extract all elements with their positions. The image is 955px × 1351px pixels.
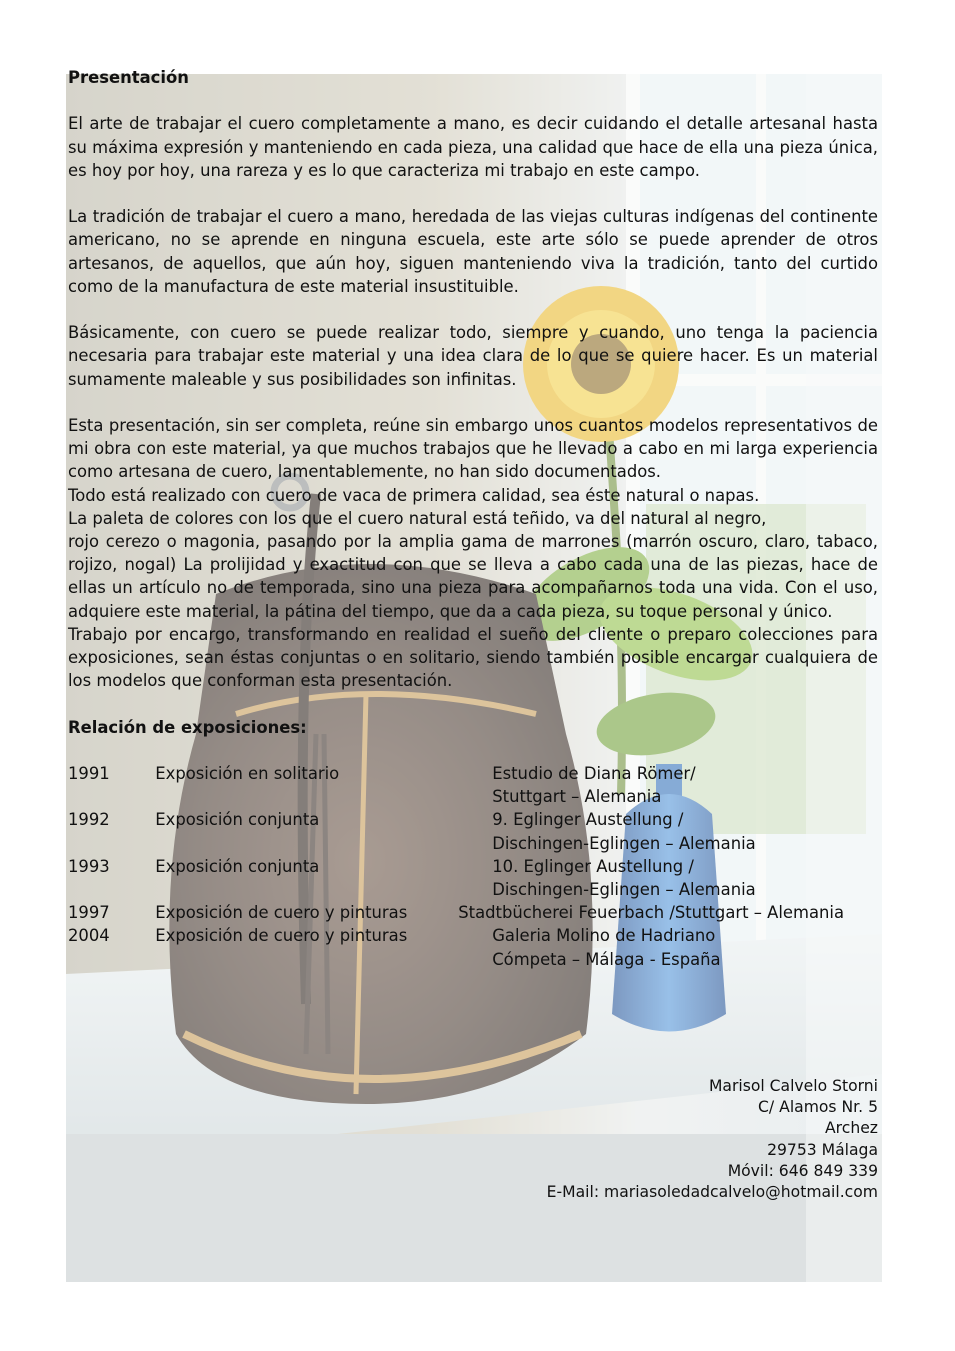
paragraph-craft: rojo cerezo o magonia, pasando por la amplia gama de marrones (marrón oscuro, claro, tabaco, rojizo, nogal) La prolijidad y exactitud con que se lleva a cabo cada una de las piezas, hace de ellas un artículo no de temporada, sino una pieza para acompañarnos toda una vida. Con el uso, adquiere este material, la pátina del tiempo, que da a cada pieza, su toque personal y único. bbox=[68, 532, 878, 621]
exhibition-place-line: Stadtbücherei Feuerbach /Stuttgart – Alemania bbox=[458, 903, 844, 923]
contact-street: C/ Alamos Nr. 5 bbox=[758, 1098, 878, 1117]
contact-address bbox=[547, 1076, 878, 1203]
contact-town: Archez bbox=[825, 1119, 878, 1138]
contact-phone: Móvil: 646 849 339 bbox=[727, 1161, 878, 1180]
exhibition-place-line: 9. Eglinger Austellung / bbox=[492, 810, 684, 830]
paragraph-intro: El arte de trabajar el cuero completamente a mano, es decir cuidando el detalle artesanal hasta su máxima expresión y manteniendo en cada pieza, una calidad que hace de ella una pieza única, es hoy por hoy, una rareza y es lo que caracteriza mi trabajo en este campo. bbox=[68, 114, 878, 180]
exhibition-place-line: Dischingen-Eglingen – Alemania bbox=[492, 833, 756, 853]
document-body bbox=[68, 66, 878, 971]
exhibition-year: 1991 bbox=[68, 764, 110, 783]
exhibition-place-line: Estudio de Diana Römer/ bbox=[492, 764, 696, 783]
exhibition-place-line: 10. Eglinger Austellung / bbox=[492, 856, 694, 876]
exhibition-place bbox=[492, 855, 878, 901]
exhibition-place bbox=[492, 808, 878, 854]
paragraph-quality: Todo está realizado con cuero de vaca de primera calidad, sea éste natural o napas. bbox=[68, 485, 760, 505]
exhibition-place-line: Cómpeta – Málaga - España bbox=[492, 949, 721, 969]
exhibition-year: 1992 bbox=[68, 810, 110, 830]
exhibition-type: Exposición en solitario bbox=[155, 764, 340, 783]
paragraph-possibilities: Básicamente, con cuero se puede realizar todo, siempre y cuando, uno tenga la paciencia necesaria para trabajar este material y una idea clara de lo que se quiere hacer. Es un material sumamente maleable y sus posibilidades son infinitas. bbox=[68, 323, 878, 389]
paragraph-commissions: Trabajo por encargo, transformando en realidad el sueño del cliente o preparo colecciones para exposiciones, sean éstas conjuntas o en solitario, siendo también posible encargar cualquiera de los modelos que conforman esta presentación. bbox=[68, 624, 878, 691]
exhibition-place-line: Dischingen-Eglingen – Alemania bbox=[492, 880, 756, 900]
exhibition-place bbox=[492, 762, 878, 808]
exhibitions-heading: Relación de exposiciones: bbox=[68, 717, 307, 737]
contact-postal: 29753 Málaga bbox=[767, 1140, 878, 1159]
paragraph-collection: Esta presentación, sin ser completa, reúne sin embargo unos cuantos modelos representativos de mi obra con este material, ya que muchos trabajos que he llevado a cabo en mi larga experiencia como artesana de cuero, lamentablemente, no han sido documentados. bbox=[68, 415, 878, 482]
exhibition-type: Exposición de cuero y pinturas bbox=[155, 903, 408, 923]
exhibition-place-line: Stuttgart – Alemania bbox=[492, 787, 662, 807]
exhibition-place-line: Galeria Molino de Hadriano bbox=[492, 926, 716, 946]
table-row bbox=[68, 855, 878, 901]
table-row bbox=[68, 924, 878, 970]
contact-name: Marisol Calvelo Storni bbox=[708, 1077, 878, 1095]
exhibition-year: 1997 bbox=[68, 903, 110, 923]
exhibition-type: Exposición conjunta bbox=[155, 856, 320, 876]
exhibition-type: Exposición conjunta bbox=[155, 810, 320, 830]
table-row bbox=[68, 808, 878, 854]
table-row bbox=[68, 901, 878, 924]
exhibition-place bbox=[458, 901, 844, 924]
presentation-heading: Presentación bbox=[68, 68, 189, 87]
exhibitions-table bbox=[68, 762, 878, 971]
paragraph-tradition: La tradición de trabajar el cuero a mano, heredada de las viejas culturas indígenas del continente americano, no se aprende en ninguna escuela, este arte sólo se puede aprender de otros artesanos, de aquellos, que aún hoy, siguen manteniendo viva la tradición, tanto del curtido como de la manufactura de este material insustituible. bbox=[68, 207, 878, 296]
table-row bbox=[68, 762, 878, 808]
exhibition-year: 2004 bbox=[68, 926, 110, 946]
contact-email: E-Mail: mariasoledadcalvelo@hotmail.com bbox=[546, 1183, 878, 1202]
paragraph-palette: La paleta de colores con los que el cuero natural está teñido, va del natural al negro, bbox=[68, 508, 767, 528]
exhibition-place bbox=[492, 924, 878, 970]
exhibition-year: 1993 bbox=[68, 856, 110, 876]
exhibition-type: Exposición de cuero y pinturas bbox=[155, 926, 408, 946]
